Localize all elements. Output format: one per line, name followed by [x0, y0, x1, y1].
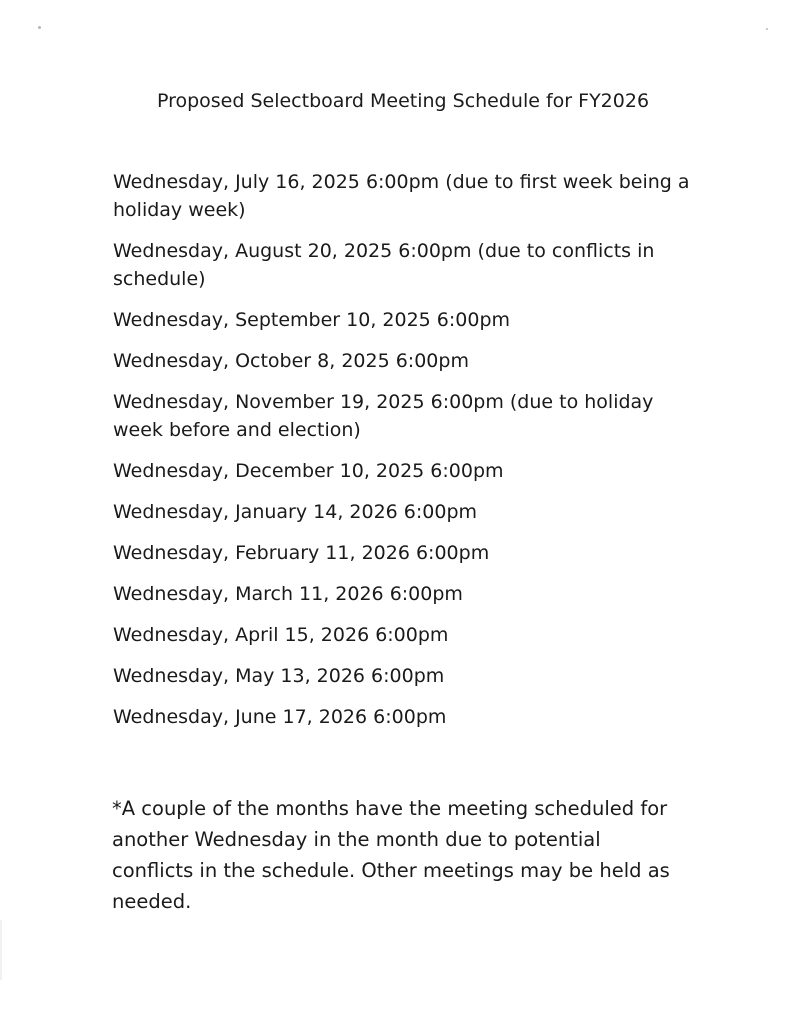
meeting-item-march: Wednesday, March 11, 2026 6:00pm — [113, 583, 463, 605]
meeting-item-january: Wednesday, January 14, 2026 6:00pm — [113, 501, 478, 523]
meeting-item-july: Wednesday, July 16, 2025 6:00pm (due to first week being a holiday week) — [113, 171, 690, 221]
page-title: Proposed Selectboard Meeting Schedule for FY2026 — [156, 90, 650, 112]
scan-speck — [766, 28, 768, 30]
scan-edge-mark — [0, 920, 2, 980]
meeting-item-september: Wednesday, September 10, 2025 6:00pm — [113, 309, 511, 331]
meeting-item-august: Wednesday, August 20, 2025 6:00pm (due to conflicts in schedule) — [113, 240, 655, 290]
schedule-footnote: *A couple of the months have the meeting scheduled for another Wednesday in the month due to potential conflicts in the schedule. Other meetings may be held as needed. — [112, 797, 670, 913]
scan-speck — [38, 26, 41, 29]
meeting-item-april: Wednesday, April 15, 2026 6:00pm — [113, 624, 449, 646]
meeting-item-october: Wednesday, October 8, 2025 6:00pm — [113, 350, 469, 372]
meeting-item-june: Wednesday, June 17, 2026 6:00pm — [113, 706, 447, 728]
meeting-item-february: Wednesday, February 11, 2026 6:00pm — [113, 542, 490, 564]
meeting-schedule-list — [113, 168, 693, 744]
meeting-item-may: Wednesday, May 13, 2026 6:00pm — [113, 665, 445, 687]
meeting-item-november: Wednesday, November 19, 2025 6:00pm (due to holiday week before and election) — [113, 391, 654, 441]
meeting-item-december: Wednesday, December 10, 2025 6:00pm — [113, 460, 504, 482]
